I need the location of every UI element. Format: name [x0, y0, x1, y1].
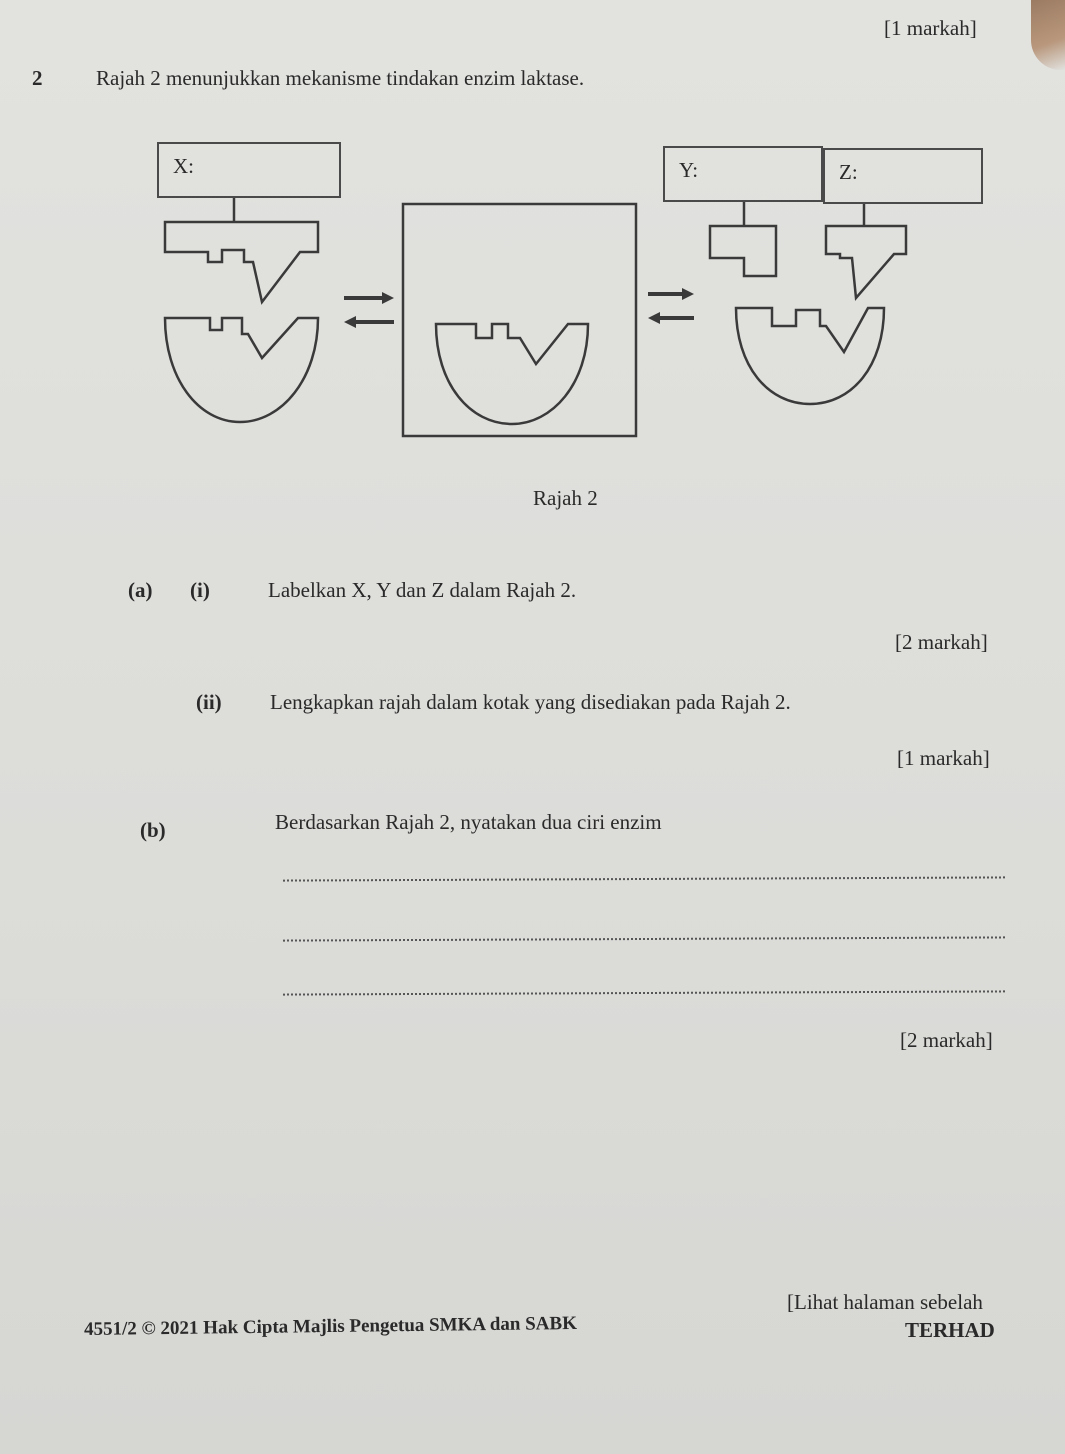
part-b-text: Berdasarkan Rajah 2, nyatakan dua ciri enzim: [275, 810, 662, 834]
footer-copyright: 4551/2 © 2021 Hak Cipta Majlis Pengetua SMKA dan SABK: [83, 1312, 578, 1341]
part-a-letter: (a): [128, 578, 153, 602]
product-y-molecule: [710, 226, 776, 276]
answer-line-3[interactable]: [283, 990, 1005, 995]
part-a-ii-marks: [1 markah]: [897, 746, 990, 770]
label-y: Y:: [679, 158, 699, 182]
substrate-molecule-left: [165, 222, 318, 302]
enzyme-molecule-left: [165, 318, 318, 422]
enzyme-mechanism-diagram: [0, 0, 1065, 460]
label-z: Z:: [839, 160, 858, 184]
part-b-marks: [2 markah]: [900, 1028, 993, 1052]
part-a-i-marks: [2 markah]: [895, 630, 988, 654]
footer-restricted: TERHAD: [905, 1318, 995, 1342]
label-x: X:: [173, 154, 194, 178]
complex-box: [403, 204, 636, 436]
marks-top: [1 markah]: [884, 16, 977, 40]
answer-line-1[interactable]: [283, 876, 1005, 881]
part-b-letter: (b): [140, 818, 166, 842]
enzyme-molecule-center: [436, 324, 588, 424]
part-a-i-number: (i): [190, 578, 210, 602]
part-a-ii-text: Lengkapkan rajah dalam kotak yang disediakan pada Rajah 2.: [270, 690, 791, 714]
part-a-i-text: Labelkan X, Y dan Z dalam Rajah 2.: [268, 578, 577, 602]
answer-line-2[interactable]: [283, 936, 1005, 941]
part-a-ii-number: (ii): [196, 690, 222, 714]
diagram-caption: Rajah 2: [533, 486, 598, 510]
footer-next-page: [Lihat halaman sebelah: [787, 1290, 983, 1314]
question-intro: Rajah 2 menunjukkan mekanisme tindakan enzim laktase.: [96, 66, 585, 90]
enzyme-molecule-right: [736, 308, 884, 404]
question-number: 2: [32, 66, 43, 90]
product-z-molecule: [826, 226, 906, 298]
